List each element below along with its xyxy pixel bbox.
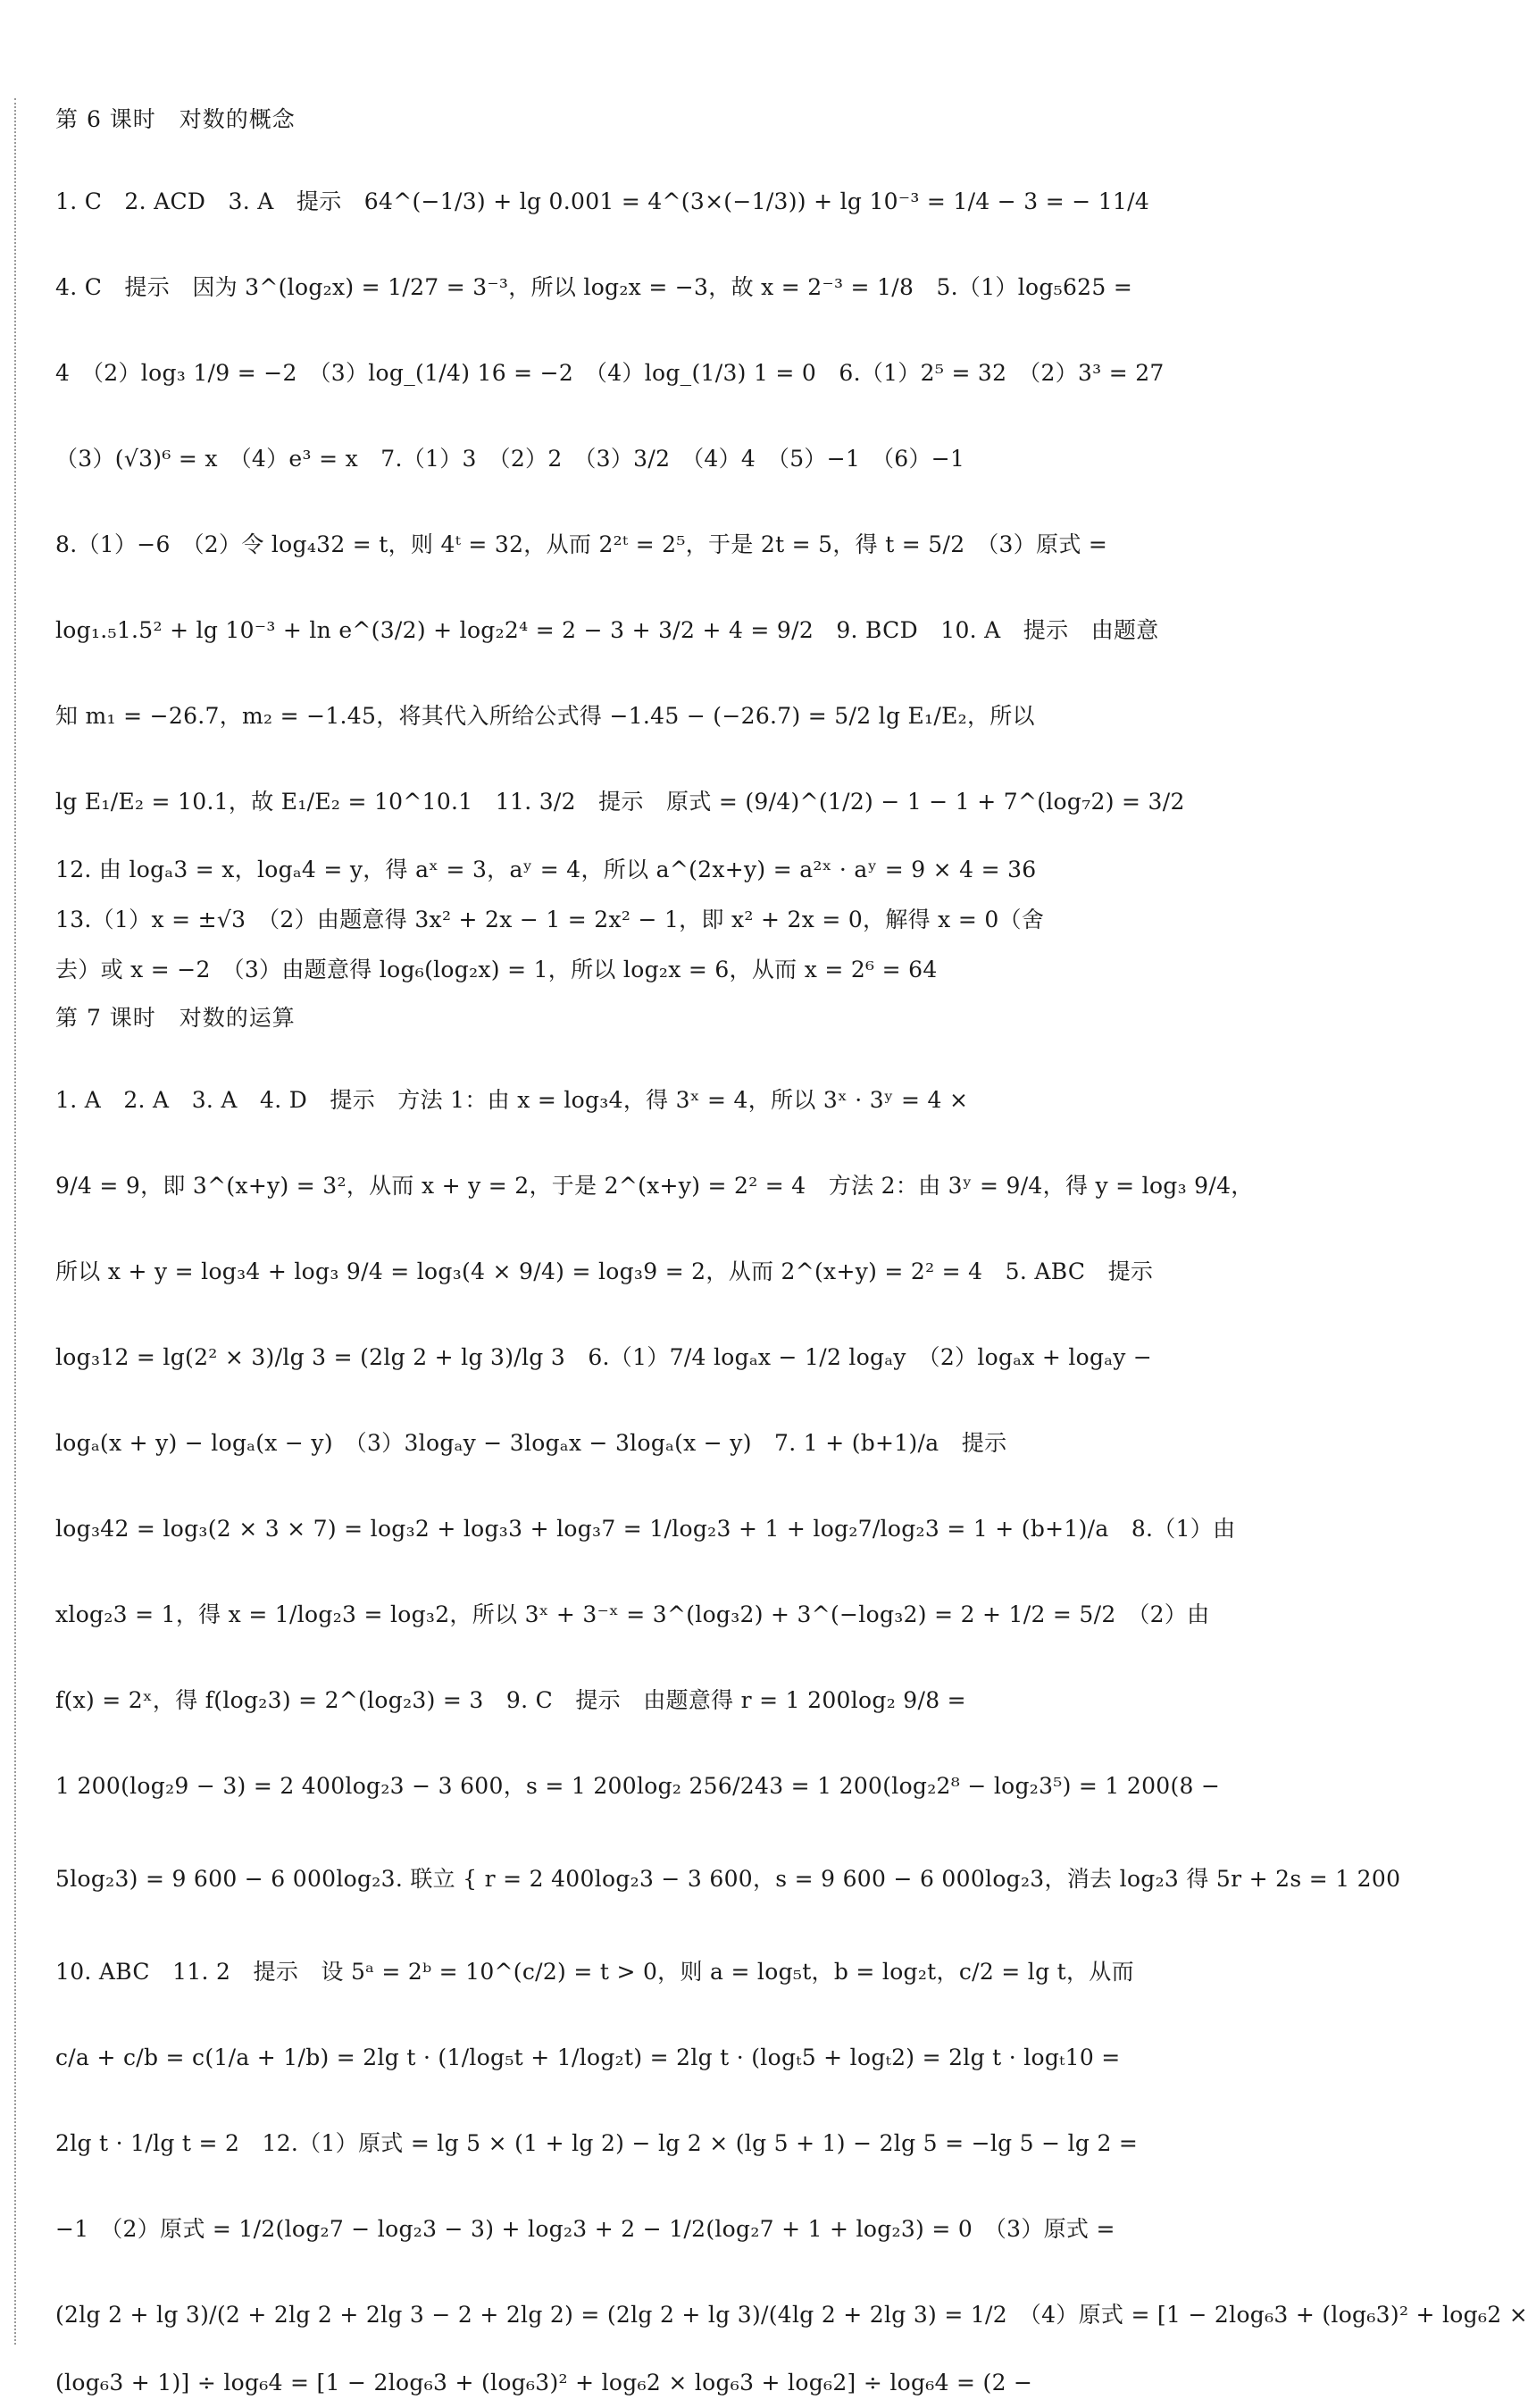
binding-edge — [14, 98, 16, 2345]
answer-line: 10. ABC 11. 2 提示 设 5ᵃ = 2ᵇ = 10^(c/2) = t > 0，则 a = log₅t，b = log₂t，c/2 = lg t，从而 — [55, 1959, 1134, 1985]
answer-line: f(x) = 2ˣ，得 f(log₂3) = 2^(log₂3) = 3 9. C 提示 由题意得 r = 1 200log₂ 9/8 = — [55, 1687, 966, 1713]
answer-line: xlog₂3 = 1，得 x = 1/log₂3 = log₃2，所以 3ˣ + 3⁻ˣ = 3^(log₃2) + 3^(−log₃2) = 2 + 1/2 = 5/2 （2）由 — [55, 1601, 1210, 1627]
answer-line: 13.（1）x = ±√3 （2）由题意得 3x² + 2x − 1 = 2x² − 1，即 x² + 2x = 0，解得 x = 0（舍 — [55, 907, 1045, 932]
answer-line: 1. C 2. ACD 3. A 提示 64^(−1/3) + lg 0.001 = 4^(3×(−1/3)) + lg 10⁻³ = 1/4 − 3 = − 11/4 — [55, 188, 1150, 214]
answer-line: 1. A 2. A 3. A 4. D 提示 方法 1：由 x = log₃4，得 3ˣ = 4，所以 3ˣ · 3ʸ = 4 × — [55, 1087, 969, 1113]
section-title: 第 6 课时 对数的概念 — [55, 106, 296, 132]
answer-line: 2lg t · 1/lg t = 2 12.（1）原式 = lg 5 × (1 + lg 2) − lg 2 × (lg 5 + 1) − 2lg 5 = −lg 5 − lg 2 = — [55, 2130, 1139, 2156]
answer-line: 知 m₁ = −26.7，m₂ = −1.45，将其代入所给公式得 −1.45 − (−26.7) = 5/2 lg E₁/E₂，所以 — [55, 703, 1035, 729]
answer-line: 12. 由 logₐ3 = x，logₐ4 = y，得 aˣ = 3，aʸ = 4，所以 a^(2x+y) = a²ˣ · aʸ = 9 × 4 = 36 — [55, 857, 1037, 882]
answer-line: lg E₁/E₂ = 10.1，故 E₁/E₂ = 10^10.1 11. 3/2 提示 原式 = (9/4)^(1/2) − 1 − 1 + 7^(log₇2) = 3/2 — [55, 789, 1185, 815]
answer-line: 5log₂3) = 9 600 − 6 000log₂3. 联立 { r = 2 400log₂3 − 3 600，s = 9 600 − 6 000log₂3，消去 log₂3 得 5r + 2s = 1 200 — [55, 1866, 1401, 1892]
answer-line: 所以 x + y = log₃4 + log₃ 9/4 = log₃(4 × 9/4) = log₃9 = 2，从而 2^(x+y) = 2² = 4 5. ABC 提示 — [55, 1258, 1154, 1284]
answer-line: c/a + c/b = c(1/a + 1/b) = 2lg t · (1/log₅t + 1/log₂t) = 2lg t · (logₜ5 + logₜ2) = 2lg t · logₜ10 = — [55, 2044, 1121, 2070]
answer-line: 9/4 = 9，即 3^(x+y) = 3²，从而 x + y = 2，于是 2^(x+y) = 2² = 4 方法 2：由 3ʸ = 9/4，得 y = log₃ 9/4， — [55, 1173, 1254, 1199]
answer-line: log₁.₅1.5² + lg 10⁻³ + ln e^(3/2) + log₂2⁴ = 2 − 3 + 3/2 + 4 = 9/2 9. BCD 10. A 提示 由题意 — [55, 617, 1159, 643]
answer-line: (2lg 2 + lg 3)/(2 + 2lg 2 + 2lg 3 − 2 + 2lg 2) = (2lg 2 + lg 3)/(4lg 2 + 2lg 3) = 1/2 （4）原式 = [1 − 2log₆3 + (log₆3)² + log₆2 × — [55, 2302, 1528, 2328]
section-title: 第 7 课时 对数的运算 — [55, 1005, 296, 1031]
answer-line: 1 200(log₂9 − 3) = 2 400log₂3 − 3 600，s = 1 200log₂ 256/243 = 1 200(log₂2⁸ − log₂3⁵) = 1 200(8 − — [55, 1773, 1221, 1799]
answer-line: logₐ(x + y) − logₐ(x − y) （3）3logₐy − 3logₐx − 3logₐ(x − y) 7. 1 + (b+1)/a 提示 — [55, 1430, 1007, 1456]
answer-line: 4. C 提示 因为 3^(log₂x) = 1/27 = 3⁻³，所以 log₂x = −3，故 x = 2⁻³ = 1/8 5.（1）log₅625 = — [55, 274, 1133, 300]
answer-line: 4 （2）log₃ 1/9 = −2 （3）log_(1/4) 16 = −2 （4）log_(1/3) 1 = 0 6.（1）2⁵ = 32 （2）3³ = 27 — [55, 360, 1165, 386]
answer-line: −1 （2）原式 = 1/2(log₂7 − log₂3 − 3) + log₂3 + 2 − 1/2(log₂7 + 1 + log₂3) = 0 （3）原式 = — [55, 2216, 1115, 2242]
answer-line: （3）(√3)⁶ = x （4）e³ = x 7.（1）3 （2）2 （3）3/2 （4）4 （5）−1 （6）−1 — [55, 446, 965, 472]
answer-line: log₃12 = lg(2² × 3)/lg 3 = (2lg 2 + lg 3)/lg 3 6.（1）7/4 logₐx − 1/2 logₐy （2）logₐx + logₐy − — [55, 1344, 1153, 1370]
answer-page — [55, 96, 1528, 2408]
answer-line: 去）或 x = −2 （3）由题意得 log₆(log₂x) = 1，所以 log₂x = 6，从而 x = 2⁶ = 64 — [55, 957, 938, 982]
answer-line: (log₆3 + 1)] ÷ log₆4 = [1 − 2log₆3 + (log₆3)² + log₆2 × log₆3 + log₆2] ÷ log₆4 = (2 − — [55, 2370, 1033, 2395]
answer-line: 8.（1）−6 （2）令 log₄32 = t，则 4ᵗ = 32，从而 2²ᵗ = 2⁵，于是 2t = 5，得 t = 5/2 （3）原式 = — [55, 531, 1108, 557]
answer-line: log₃42 = log₃(2 × 3 × 7) = log₃2 + log₃3 + log₃7 = 1/log₂3 + 1 + log₂7/log₂3 = 1 + (b+1)/a 8.（1）由 — [55, 1516, 1236, 1542]
